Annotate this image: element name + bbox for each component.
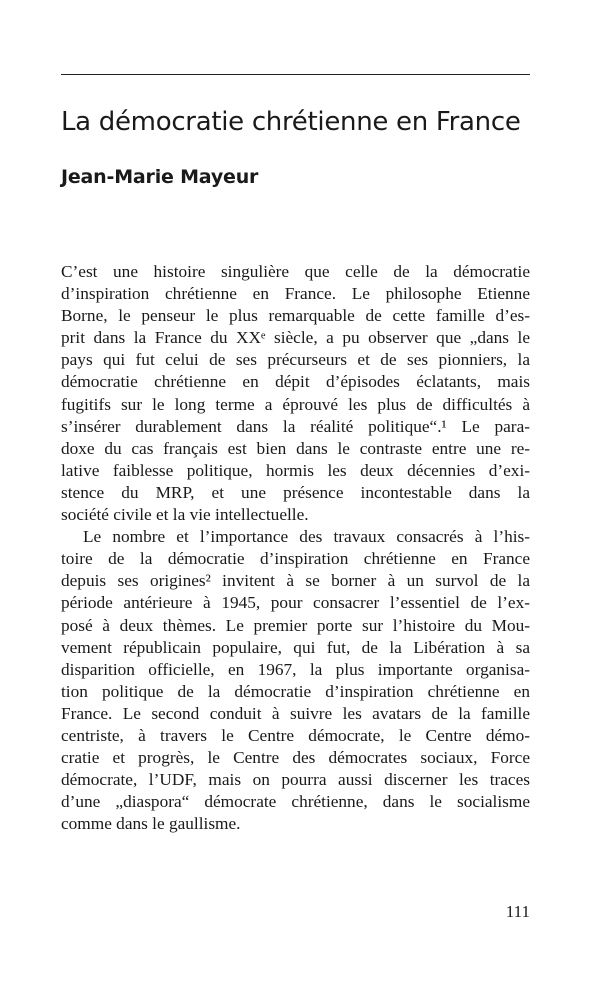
chapter-title: La démocratie chrétienne en France	[61, 107, 521, 137]
text-line: démocratie chrétienne en dépit d’épisodes éclatants, mais	[61, 372, 530, 392]
text-line: comme dans le gaullisme.	[61, 814, 241, 834]
text-line: doxe du cas français est bien dans le contraste entre une re-	[61, 438, 530, 458]
text-line: posé à deux thèmes. Le premier porte sur l’histoire du Mou-	[61, 615, 530, 635]
text-line: centriste, à travers le Centre démocrate, le Centre démo-	[61, 725, 530, 745]
text-line: tion politique de la démocratie d’inspiration chrétienne en	[61, 681, 530, 701]
text-line: depuis ses origines² invitent à se borner à un survol de la	[61, 571, 530, 591]
text-line: fugitifs sur le long terme a éprouvé les plus de difficultés à	[61, 394, 530, 414]
text-line: d’inspiration chrétienne en France. Le philosophe Etienne	[61, 284, 530, 304]
paragraph	[61, 261, 530, 526]
paragraph	[61, 526, 530, 835]
text-line: France. Le second conduit à suivre les avatars de la famille	[61, 703, 530, 723]
page-number: 111	[505, 902, 530, 921]
text-line: vement républicain populaire, qui fut, de la Libération à sa	[61, 637, 530, 657]
text-line: période antérieure à 1945, pour consacrer l’essentiel de l’ex-	[61, 593, 530, 613]
chapter-author: Jean-Marie Mayeur	[61, 166, 259, 188]
text-line: stence du MRP, et une présence incontestable dans la	[61, 482, 530, 502]
body-text	[61, 261, 530, 835]
text-line: prit dans la France du XXᵉ siècle, a pu observer que „dans le	[61, 328, 530, 348]
text-line: démocrate, l’UDF, mais on pourra aussi discerner les traces	[61, 770, 530, 790]
text-line: Borne, le penseur le plus remarquable de cette famille d’es-	[61, 306, 530, 326]
text-line: pays qui fut celui de ses précurseurs et de ses pionniers, la	[61, 350, 530, 370]
text-line: société civile et la vie intellectuelle.	[61, 505, 309, 525]
text-line: disparition officielle, en 1967, la plus importante organisa-	[61, 659, 530, 679]
text-line: Le nombre et l’importance des travaux consacrés à l’his-	[83, 527, 530, 547]
text-line: lative faiblesse politique, hormis les deux décennies d’exi-	[61, 460, 530, 480]
text-line: cratie et progrès, le Centre des démocrates sociaux, Force	[61, 748, 530, 768]
text-line: toire de la démocratie d’inspiration chrétienne en France	[61, 549, 530, 569]
text-line: s’insérer durablement dans la réalité politique“.¹ Le para-	[61, 416, 530, 436]
text-line: d’une „diaspora“ démocrate chrétienne, dans le socialisme	[61, 792, 530, 812]
text-line: C’est une histoire singulière que celle de la démocratie	[61, 262, 530, 281]
header-rule	[61, 74, 530, 75]
